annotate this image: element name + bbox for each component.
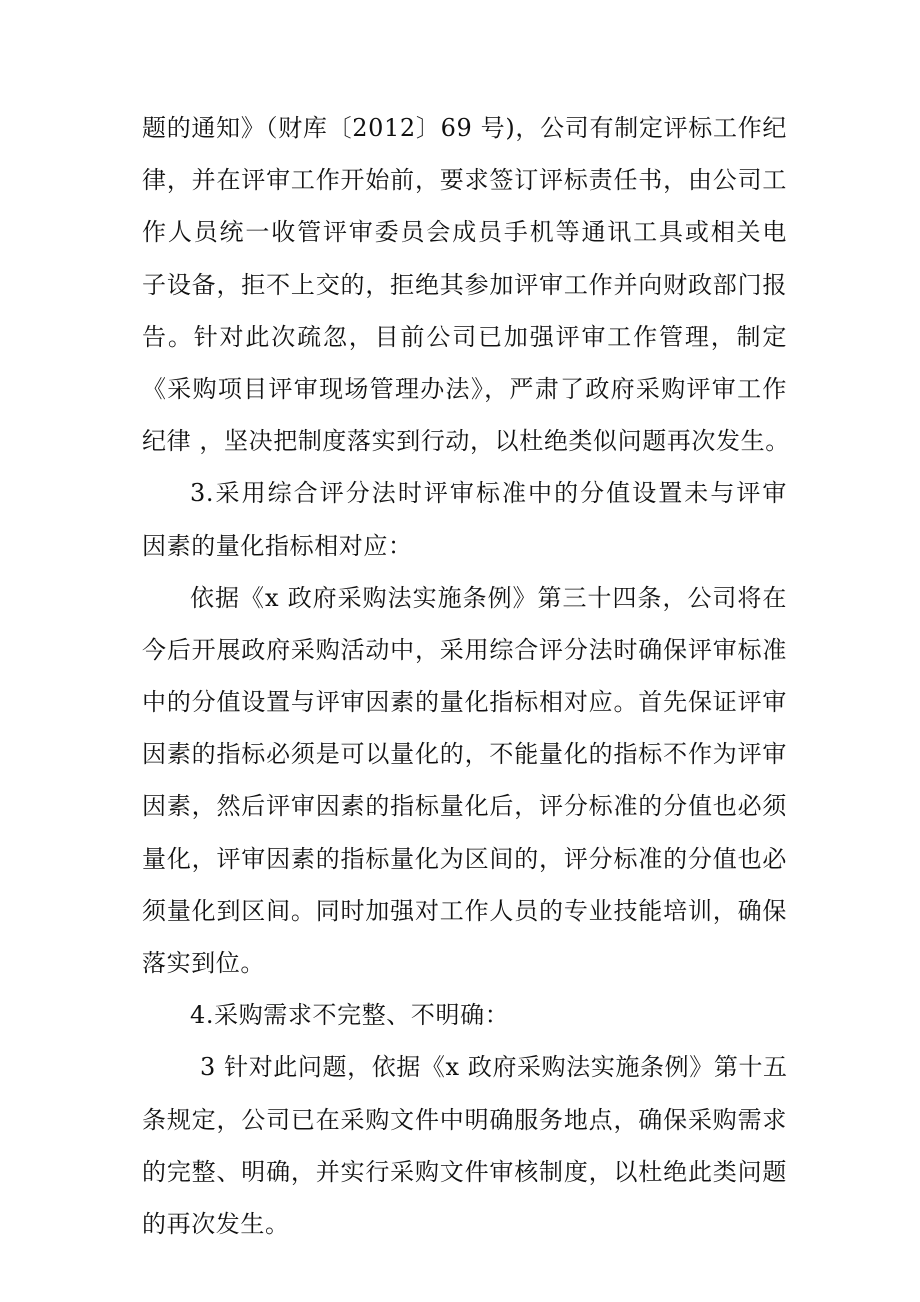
text-line: 因素，然后评审因素的指标量化后，评分标准的分值也必须 xyxy=(142,792,787,821)
text-line: 中的分值设置与评审因素的量化指标相对应。首先保证评审 xyxy=(142,688,787,717)
text-line: 依据《x 政府采购法实施条例》第三十四条，公司将在 xyxy=(190,583,787,612)
text-line: 条规定，公司已在采购文件中明确服务地点，确保采购需求 xyxy=(142,1105,787,1134)
text-line: 纪律 ，坚决把制度落实到行动，以杜绝类似问题再次发生。 xyxy=(142,427,790,456)
text-line: 的完整、明确，并实行采购文件审核制度，以杜绝此类问题 xyxy=(142,1157,787,1186)
text-line: 作人员统一收管评审委员会成员手机等通讯工具或相关电 xyxy=(142,218,787,247)
text-line: 今后开展政府采购活动中，采用综合评分法时确保评审标准 xyxy=(142,635,787,664)
section-heading-4: 4.采购需求不完整、不明确： xyxy=(190,1001,510,1030)
text-line: 3 针对此问题，依据《x 政府采购法实施条例》第十五 xyxy=(200,1053,788,1082)
text-line: 须量化到区间。同时加强对工作人员的专业技能培训，确保 xyxy=(142,896,787,925)
section-heading-3-cont: 因素的量化指标相对应： xyxy=(142,531,413,560)
text-line: 律，并在评审工作开始前，要求签订评标责任书，由公司工 xyxy=(142,166,787,195)
section-heading-3: 3.采用综合评分法时评审标准中的分值设置未与评审 xyxy=(190,479,787,508)
document-page xyxy=(142,102,790,1250)
text-line: 告。针对此次疏忽，目前公司已加强评审工作管理，制定 xyxy=(142,322,787,351)
text-line: 题的通知》（财库〔2012〕69 号)，公司有制定评标工作纪 xyxy=(142,114,787,142)
text-line: 子设备，拒不上交的，拒绝其参加评审工作并向财政部门报 xyxy=(142,270,787,299)
text-line: 落实到位。 xyxy=(142,949,265,977)
text-line: 《采购项目评审现场管理办法》，严肃了政府采购评审工作 xyxy=(142,374,787,403)
text-line: 量化，评审因素的指标量化为区间的，评分标准的分值也必 xyxy=(142,844,787,873)
text-line: 的再次发生。 xyxy=(142,1209,290,1238)
text-line: 因素的指标必须是可以量化的，不能量化的指标不作为评审 xyxy=(142,740,787,769)
